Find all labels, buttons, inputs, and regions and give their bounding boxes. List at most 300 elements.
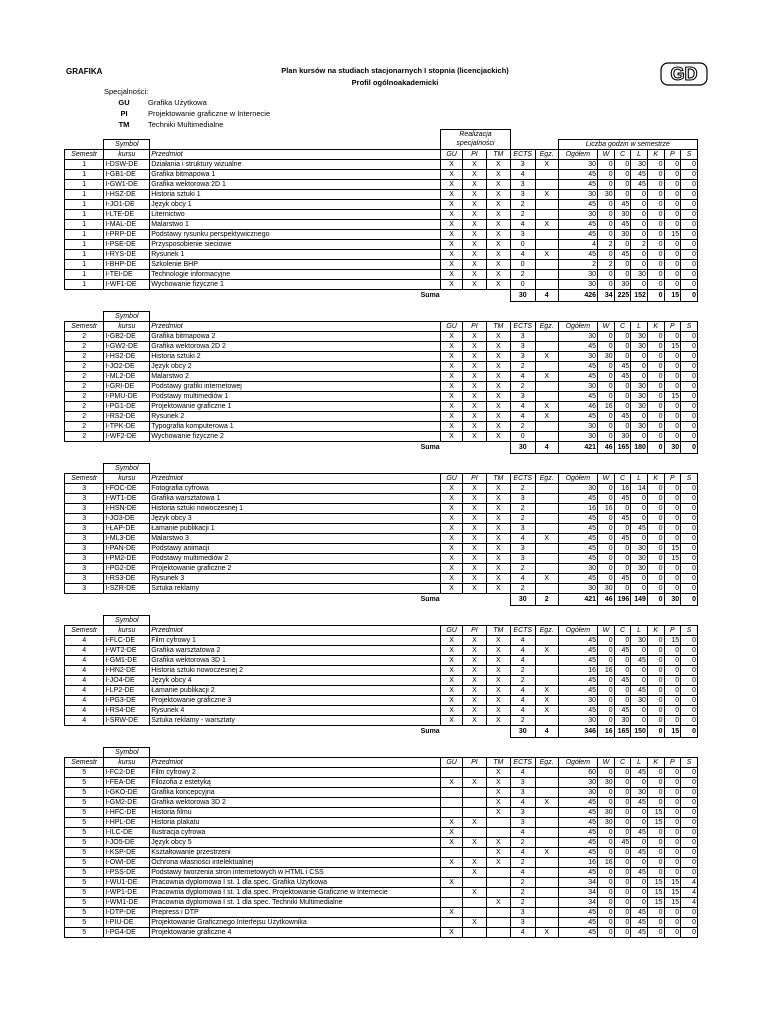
table-cell: 0 [664, 675, 681, 685]
table-cell: 3 [510, 807, 535, 817]
realizacja-header-row [65, 130, 698, 140]
table-cell: X [535, 159, 558, 169]
table-cell: 0 [614, 331, 631, 341]
table-cell: 30 [631, 635, 648, 645]
column-header-4: PI [463, 473, 487, 483]
column-header-8: Ogółem [558, 473, 597, 483]
table-cell: X [486, 837, 510, 847]
table-row [65, 503, 698, 513]
table-row [65, 249, 698, 259]
table-cell: X [535, 351, 558, 361]
table-cell: 3 [510, 787, 535, 797]
table-cell: 4 [510, 767, 535, 777]
table-cell: 45 [614, 675, 631, 685]
column-header-10: C [614, 473, 631, 483]
table-cell: 0 [681, 219, 698, 229]
table-cell: 0 [614, 777, 631, 787]
table-cell: 5 [65, 837, 104, 847]
symbol-header: Symbol [104, 311, 150, 321]
table-cell: 0 [681, 431, 698, 441]
table-cell: 2 [510, 897, 535, 907]
table-cell: X [463, 431, 487, 441]
course-code: I-ILC-DE [104, 827, 150, 837]
table-cell: 15 [664, 877, 681, 887]
table-cell: 0 [598, 927, 615, 937]
table-cell: X [486, 493, 510, 503]
table-cell: 0 [631, 503, 648, 513]
table-cell [535, 341, 558, 351]
table-row [65, 837, 698, 847]
table-cell: 3 [65, 493, 104, 503]
table-cell: 4 [510, 655, 535, 665]
table-cell: 0 [631, 259, 648, 269]
table-cell: 0 [598, 645, 615, 655]
table-row [65, 411, 698, 421]
table-cell: 16 [598, 401, 615, 411]
table-cell: 0 [681, 665, 698, 675]
table-cell: 4 [510, 169, 535, 179]
course-name: Język obcy 1 [150, 199, 441, 209]
table-cell: 3 [510, 229, 535, 239]
table-cell [535, 259, 558, 269]
table-cell: X [441, 523, 463, 533]
table-cell: 45 [558, 645, 597, 655]
table-cell: 0 [681, 685, 698, 695]
table-cell: 0 [598, 573, 615, 583]
table-cell: 0 [598, 179, 615, 189]
table-cell: 45 [558, 655, 597, 665]
table-cell: 0 [681, 361, 698, 371]
table-cell: 3 [65, 503, 104, 513]
table-cell: 45 [558, 249, 597, 259]
column-header-11: L [631, 321, 648, 331]
table-row [65, 635, 698, 645]
table-cell: 30 [558, 583, 597, 593]
course-name: Łamanie publikacji 2 [150, 685, 441, 695]
column-header-1: kursu [104, 625, 150, 635]
table-cell: 0 [614, 391, 631, 401]
table-row [65, 787, 698, 797]
sum-value: 30 [510, 289, 535, 301]
course-name: Grafika wektorowa 2D 2 [150, 341, 441, 351]
table-cell: 0 [681, 159, 698, 169]
table-cell: 0 [598, 897, 615, 907]
table-cell: 0 [614, 583, 631, 593]
column-header-9: W [598, 757, 615, 767]
table-cell [535, 543, 558, 553]
table-cell: 1 [65, 259, 104, 269]
column-header-8: Ogółem [558, 321, 597, 331]
table-cell: 30 [558, 159, 597, 169]
course-code: I-MAL-DE [104, 219, 150, 229]
table-cell: 0 [647, 169, 664, 179]
table-cell: 0 [598, 907, 615, 917]
table-cell: 0 [614, 553, 631, 563]
table-cell: 30 [631, 543, 648, 553]
table-cell: X [463, 533, 487, 543]
course-name: Ochrona własności intelektualnej [150, 857, 441, 867]
table-cell: 0 [614, 897, 631, 907]
table-cell: 0 [647, 705, 664, 715]
table-cell: 0 [681, 767, 698, 777]
table-cell: X [463, 523, 487, 533]
course-name: Wychowanie fizyczne 1 [150, 279, 441, 289]
column-header-6: ECTS [510, 757, 535, 767]
table-cell [441, 897, 463, 907]
table-cell: X [486, 169, 510, 179]
table-cell: 0 [598, 159, 615, 169]
table-cell: 0 [614, 847, 631, 857]
column-header-7: Egz. [535, 625, 558, 635]
course-code: I-PAN-DE [104, 543, 150, 553]
table-cell: X [441, 381, 463, 391]
table-cell: 0 [681, 715, 698, 725]
table-cell: 45 [558, 219, 597, 229]
table-cell: X [441, 239, 463, 249]
course-name: Liternictwo [150, 209, 441, 219]
table-cell: 45 [558, 361, 597, 371]
table-cell: 2 [510, 503, 535, 513]
sum-row [65, 289, 698, 301]
course-code: I-PG1-DE [104, 401, 150, 411]
table-cell: X [441, 695, 463, 705]
table-cell: X [441, 371, 463, 381]
table-cell: 45 [558, 523, 597, 533]
course-code: I-PG4-DE [104, 927, 150, 937]
table-cell: 15 [664, 553, 681, 563]
table-cell: 0 [631, 219, 648, 229]
course-code: I-JO2-DE [104, 361, 150, 371]
table-cell: 0 [681, 543, 698, 553]
table-cell: 45 [558, 685, 597, 695]
blank-cell [441, 441, 511, 453]
table-row [65, 807, 698, 817]
table-cell: 2 [510, 269, 535, 279]
course-name: Grafika bitmapowa 2 [150, 331, 441, 341]
column-header-11: L [631, 473, 648, 483]
table-cell: 1 [65, 249, 104, 259]
table-cell [441, 797, 463, 807]
column-header-5: TM [486, 321, 510, 331]
table-cell: X [463, 867, 487, 877]
course-code: I-JO1-DE [104, 199, 150, 209]
table-cell: 0 [598, 381, 615, 391]
table-row [65, 917, 698, 927]
table-cell: 5 [65, 807, 104, 817]
table-cell: 0 [598, 483, 615, 493]
table-cell: 5 [65, 877, 104, 887]
table-cell: 30 [558, 209, 597, 219]
column-header-3: GU [441, 321, 463, 331]
table-cell: X [486, 431, 510, 441]
table-cell: 4 [681, 897, 698, 907]
table-cell: 0 [647, 645, 664, 655]
table-cell: 0 [664, 583, 681, 593]
table-cell: 30 [598, 807, 615, 817]
table-cell: 0 [614, 917, 631, 927]
table-cell: 0 [664, 857, 681, 867]
table-cell: 4 [510, 705, 535, 715]
course-code: I-PG2-DE [104, 563, 150, 573]
table-cell: 3 [510, 917, 535, 927]
table-cell: 2 [631, 239, 648, 249]
table-cell: 0 [664, 249, 681, 259]
table-cell [535, 907, 558, 917]
table-cell: 0 [647, 361, 664, 371]
sum-value: 46 [598, 593, 615, 605]
course-name: Historia sztuki 1 [150, 189, 441, 199]
table-row [65, 867, 698, 877]
symbol-header: Symbol [104, 463, 150, 473]
table-row [65, 199, 698, 209]
table-cell: 0 [681, 635, 698, 645]
gap-cell [65, 301, 698, 311]
table-cell: 0 [664, 431, 681, 441]
table-cell: X [463, 917, 487, 927]
table-cell: 0 [681, 573, 698, 583]
course-code: I-JO5-DE [104, 837, 150, 847]
table-cell: 0 [631, 705, 648, 715]
course-name: Historia plakatu [150, 817, 441, 827]
table-cell: 2 [510, 361, 535, 371]
column-header-14: S [681, 149, 698, 159]
table-cell: X [486, 645, 510, 655]
table-cell: 0 [614, 695, 631, 705]
table-cell: X [463, 553, 487, 563]
table-cell: 0 [647, 837, 664, 847]
table-cell [535, 331, 558, 341]
column-header-row [65, 473, 698, 483]
table-cell: 45 [558, 917, 597, 927]
table-cell: X [486, 159, 510, 169]
table-cell: 0 [664, 179, 681, 189]
table-cell: X [535, 189, 558, 199]
column-header-5: TM [486, 757, 510, 767]
table-row [65, 331, 698, 341]
course-code: I-DSW-DE [104, 159, 150, 169]
table-cell: X [441, 715, 463, 725]
course-name: Podstawy rysunku perspektywicznego [150, 229, 441, 239]
table-cell: X [486, 553, 510, 563]
table-cell [535, 269, 558, 279]
table-cell: X [486, 239, 510, 249]
table-cell: X [441, 533, 463, 543]
table-cell: 0 [598, 219, 615, 229]
course-code: I-ML2-DE [104, 371, 150, 381]
table-cell: 0 [664, 705, 681, 715]
table-cell: 46 [558, 401, 597, 411]
table-cell: 0 [598, 675, 615, 685]
table-cell: 45 [631, 907, 648, 917]
table-cell: X [463, 159, 487, 169]
table-cell [535, 179, 558, 189]
table-cell: 3 [510, 553, 535, 563]
column-header-14: S [681, 321, 698, 331]
table-cell: 0 [664, 715, 681, 725]
table-cell: 0 [631, 431, 648, 441]
table-cell: X [486, 421, 510, 431]
table-cell: 0 [664, 351, 681, 361]
table-cell: 0 [681, 209, 698, 219]
blank-cell [150, 747, 698, 757]
table-cell: X [463, 411, 487, 421]
table-cell: X [486, 695, 510, 705]
table-cell: 3 [510, 391, 535, 401]
column-header-3: GU [441, 625, 463, 635]
table-cell: 0 [664, 361, 681, 371]
table-cell: 45 [558, 705, 597, 715]
table-cell: 0 [647, 279, 664, 289]
table-cell: 0 [631, 249, 648, 259]
column-header-10: C [614, 149, 631, 159]
sum-value: 421 [558, 441, 597, 453]
table-cell: 45 [614, 361, 631, 371]
table-cell: 0 [647, 503, 664, 513]
table-cell: 0 [664, 695, 681, 705]
table-cell: 4 [510, 695, 535, 705]
table-cell: 0 [598, 827, 615, 837]
column-header-3: GU [441, 473, 463, 483]
sum-label: Suma [420, 443, 440, 451]
course-name: Pracownia dyplomowa I st. 1 dla spec. Projektowanie Graficzne w Internecie [150, 887, 441, 897]
course-code: I-LP2-DE [104, 685, 150, 695]
gap-cell [65, 453, 698, 463]
table-cell: X [463, 493, 487, 503]
course-code: I-PG3-DE [104, 695, 150, 705]
table-cell: 45 [558, 797, 597, 807]
table-cell: 0 [598, 341, 615, 351]
table-cell: 3 [65, 563, 104, 573]
table-cell: 45 [631, 867, 648, 877]
course-name: Podstawy animacji [150, 543, 441, 553]
table-row [65, 259, 698, 269]
document-header: GRAFIKA Plan kursów na studiach stacjonarnych I stopnia (licencjackich) Profil ogólnoakademicki GD Specjalności: GU Grafika Użytkowa PI Projektowanie graficzne w Internecie TM Techniki Multimedialne [0, 0, 768, 130]
table-cell: 45 [558, 533, 597, 543]
table-cell: X [486, 573, 510, 583]
table-cell: 45 [614, 219, 631, 229]
table-cell: 1 [65, 179, 104, 189]
table-cell: 0 [664, 645, 681, 655]
table-cell: X [463, 513, 487, 523]
table-cell: 30 [614, 229, 631, 239]
sum-value: 165 [614, 441, 631, 453]
table-cell: X [441, 665, 463, 675]
table-cell: X [486, 199, 510, 209]
table-cell: 16 [614, 483, 631, 493]
table-cell: X [441, 279, 463, 289]
table-cell: 0 [631, 533, 648, 543]
blank-cell [65, 615, 104, 625]
table-cell: 0 [664, 279, 681, 289]
table-cell: X [441, 877, 463, 887]
symbol-header: Symbol [104, 747, 150, 757]
table-cell: 45 [631, 179, 648, 189]
table-cell: 0 [598, 411, 615, 421]
table-cell: 0 [664, 533, 681, 543]
course-code: I-GB1-DE [104, 169, 150, 179]
table-cell: 0 [631, 817, 648, 827]
table-cell: 0 [664, 371, 681, 381]
table-cell: 0 [631, 583, 648, 593]
table-cell: 0 [614, 655, 631, 665]
table-cell: X [441, 563, 463, 573]
table-cell: 0 [647, 179, 664, 189]
table-cell: 0 [664, 797, 681, 807]
course-name: Grafika wektorowa 2D 1 [150, 179, 441, 189]
table-cell: X [486, 847, 510, 857]
table-cell [535, 777, 558, 787]
table-cell: 15 [647, 897, 664, 907]
table-cell: 0 [598, 917, 615, 927]
table-cell: 3 [510, 351, 535, 361]
table-row [65, 573, 698, 583]
course-code: I-RS2-DE [104, 411, 150, 421]
course-name: Rysunek 1 [150, 249, 441, 259]
table-cell: 45 [614, 493, 631, 503]
table-cell: X [486, 797, 510, 807]
table-cell: 3 [510, 907, 535, 917]
sum-value: 30 [664, 593, 681, 605]
sum-value: 0 [647, 441, 664, 453]
table-cell: 16 [558, 503, 597, 513]
table-cell: 5 [65, 907, 104, 917]
table-row [65, 817, 698, 827]
table-cell: 45 [631, 927, 648, 937]
column-header-4: PI [463, 321, 487, 331]
table-cell: 45 [558, 827, 597, 837]
table-row [65, 381, 698, 391]
table-row [65, 361, 698, 371]
course-name: Malarstwo 2 [150, 371, 441, 381]
table-row [65, 209, 698, 219]
table-row [65, 483, 698, 493]
table-cell: 2 [510, 715, 535, 725]
column-header-7: Egz. [535, 473, 558, 483]
table-row [65, 645, 698, 655]
table-cell: 0 [631, 361, 648, 371]
table-cell: 0 [681, 837, 698, 847]
table-cell [535, 917, 558, 927]
course-name: Wychowanie fizyczne 2 [150, 431, 441, 441]
table-cell: 0 [664, 269, 681, 279]
sum-value: 196 [614, 593, 631, 605]
course-code: I-RYS-DE [104, 249, 150, 259]
table-cell: 2 [65, 351, 104, 361]
table-cell: 0 [598, 887, 615, 897]
table-cell: 2 [510, 583, 535, 593]
table-cell: 0 [598, 391, 615, 401]
table-cell: X [463, 675, 487, 685]
blank-cell [441, 289, 511, 301]
course-code: I-TPK-DE [104, 421, 150, 431]
column-header-1: kursu [104, 149, 150, 159]
table-cell: 4 [510, 927, 535, 937]
column-header-13: P [664, 321, 681, 331]
table-cell: 16 [598, 857, 615, 867]
table-row [65, 533, 698, 543]
table-cell: X [463, 777, 487, 787]
table-cell [535, 715, 558, 725]
column-header-2: Przedmiot [150, 625, 441, 635]
course-name: Grafika wektorowa 3D 1 [150, 655, 441, 665]
document-title: Plan kursów na studiach stacjonarnych I stopnia (licencjackich) [281, 66, 509, 75]
course-code: I-PSE-DE [104, 239, 150, 249]
table-cell: 45 [614, 837, 631, 847]
table-cell: 0 [598, 635, 615, 645]
table-cell: 45 [558, 391, 597, 401]
table-cell: 0 [614, 857, 631, 867]
table-cell: X [463, 371, 487, 381]
